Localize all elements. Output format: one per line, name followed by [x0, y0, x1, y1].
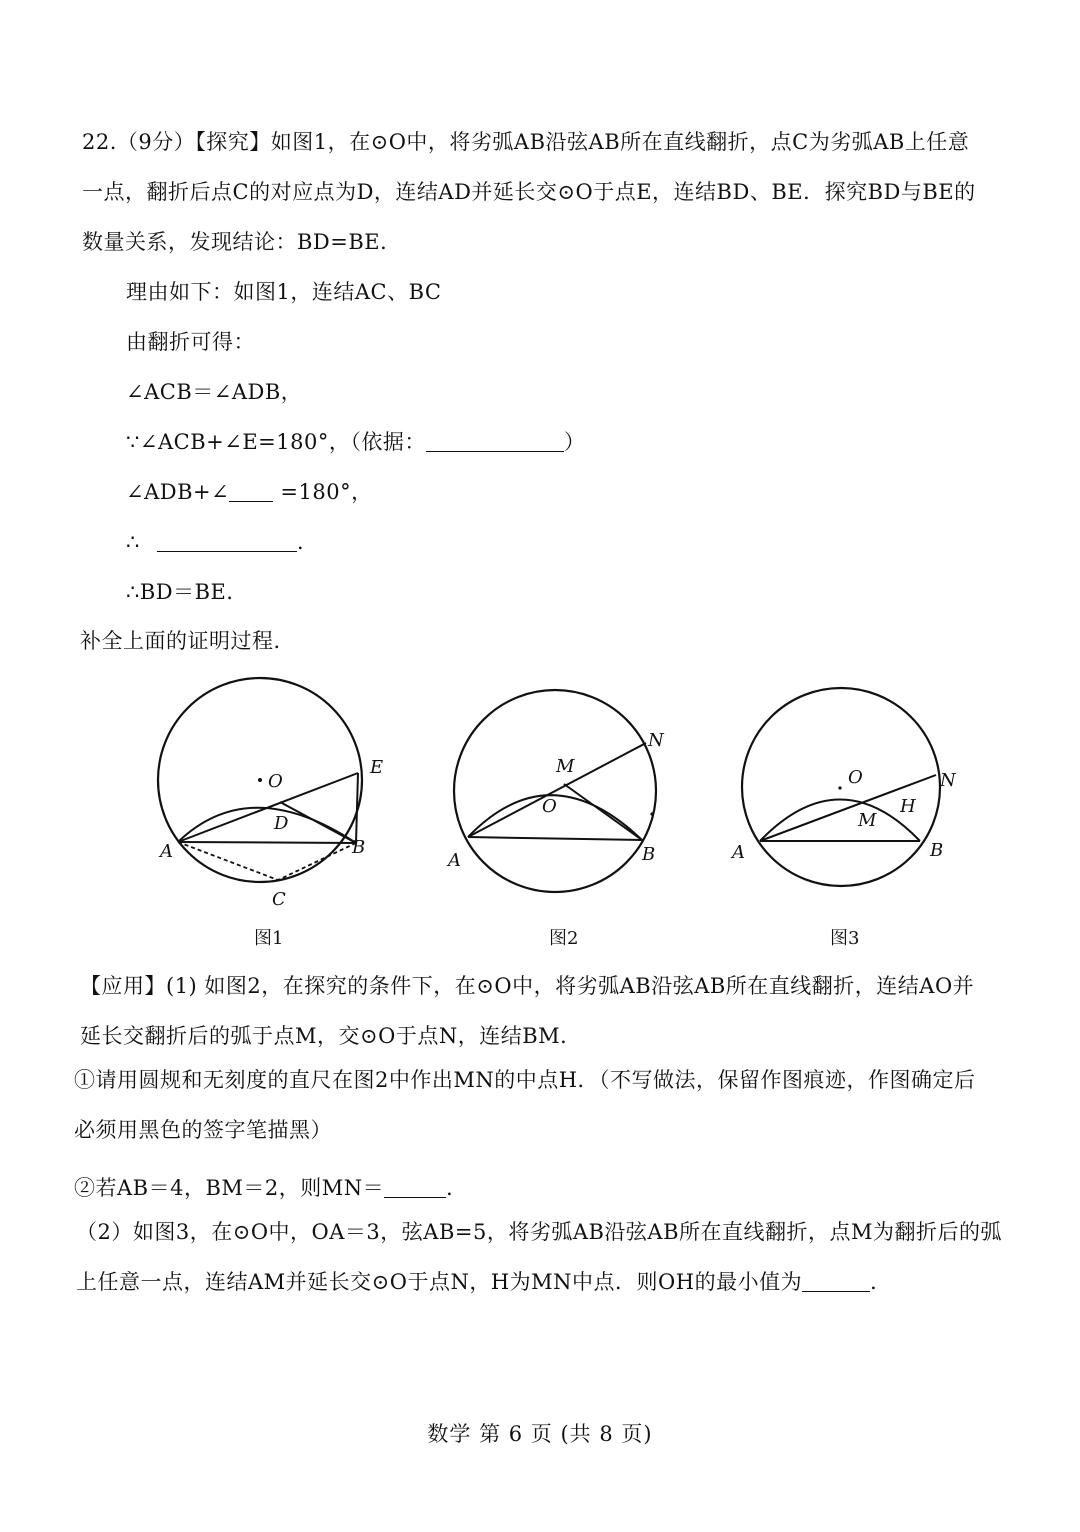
- fig1-label-E: E: [370, 757, 384, 778]
- problem-line-2: 一点，翻折后点C的对应点为D，连结AD并延长交⊙O于点E，连结BD、BE．探究BD与BE的: [82, 180, 976, 204]
- part-2-line-2: [76, 1268, 892, 1296]
- angle-blank[interactable]: [229, 481, 273, 502]
- figure-1: [150, 675, 390, 919]
- conclusion-blank[interactable]: [157, 531, 297, 552]
- figure-1-caption: 图1: [254, 928, 284, 949]
- figure-3-caption: 图3: [830, 928, 860, 949]
- question-2-text: ②若AB＝4，BM＝2，则MN＝: [74, 1176, 385, 1200]
- fig3-label-M: M: [858, 810, 877, 831]
- application-line-1: 【应用】(1) 如图2，在探究的条件下，在⊙O中，将劣弧AB沿弦AB所在直线翻折，连结AO并: [80, 974, 975, 998]
- part-2-line-1: （2）如图3，在⊙O中，OA＝3，弦AB=5，将劣弧AB沿弦AB所在直线翻折，点M为翻折后的弧: [76, 1220, 1003, 1244]
- fig3-label-H: H: [900, 796, 916, 817]
- problem-line-1: 22.（9分）【探究】如图1，在⊙O中，将劣弧AB沿弦AB所在直线翻折，点C为劣弧AB上任意: [82, 130, 970, 154]
- complete-instruction: 补全上面的证明过程．: [80, 629, 295, 653]
- part-2-line-2-end: ．: [870, 1270, 892, 1294]
- fig2-label-A: A: [448, 850, 461, 871]
- fig1-label-D: D: [274, 813, 289, 834]
- fig1-label-C: C: [272, 889, 286, 910]
- problem-line-3: 数量关系，发现结论：BD=BE．: [82, 230, 402, 254]
- figure-3: [730, 680, 970, 924]
- proof-step-4: [126, 528, 319, 556]
- proof-step-2-close: ）: [563, 430, 586, 454]
- question-2-end: ．: [446, 1176, 468, 1200]
- basis-blank[interactable]: [426, 431, 564, 452]
- figure-2: [440, 680, 680, 924]
- proof-step-4-text: ∴: [126, 530, 148, 554]
- mn-blank[interactable]: [384, 1177, 446, 1198]
- fig2-label-N: N: [648, 730, 664, 751]
- fig3-label-A: A: [732, 842, 745, 863]
- proof-step-2: [126, 428, 585, 456]
- fig1-label-O: O: [268, 771, 283, 792]
- proof-step-2-text: ∵∠ACB+∠E=180°，（依据：: [126, 430, 426, 454]
- figure-2-caption: 图2: [549, 928, 579, 949]
- fig1-label-A: A: [160, 841, 173, 862]
- page-footer: 数学 第 6 页 (共 8 页): [427, 1422, 653, 1446]
- fig3-label-N: N: [940, 770, 956, 791]
- fold-line: 由翻折可得：: [126, 330, 255, 354]
- fig3-label-B: B: [930, 840, 944, 861]
- part-2-line-2-text: 上任意一点，连结AM并延长交⊙O于点N，H为MN中点．则OH的最小值为: [76, 1270, 803, 1294]
- fig2-label-O: O: [542, 796, 557, 817]
- reason-line: 理由如下：如图1，连结AC、BC: [126, 280, 442, 304]
- proof-step-3-end: =180°，: [273, 480, 373, 504]
- proof-step-5: ∴BD＝BE．: [126, 580, 248, 604]
- proof-step-4-end: ．: [297, 530, 319, 554]
- question-2: [74, 1174, 468, 1202]
- application-line-2: 延长交翻折后的弧于点M，交⊙O于点N，连结BM．: [80, 1024, 582, 1048]
- fig1-label-B: B: [352, 837, 366, 858]
- oh-min-blank[interactable]: [802, 1271, 870, 1292]
- proof-step-3: [126, 478, 373, 506]
- proof-step-3-text: ∠ADB+∠: [126, 480, 230, 504]
- fig2-label-M: M: [556, 756, 575, 777]
- question-1-line-1: ①请用圆规和无刻度的直尺在图2中作出MN的中点H．（不写做法，保留作图痕迹，作图确定后: [74, 1068, 976, 1092]
- question-1-line-2: 必须用黑色的签字笔描黑）: [74, 1118, 332, 1142]
- fig2-label-B: B: [642, 844, 656, 865]
- proof-step-1: ∠ACB＝∠ADB，: [126, 380, 303, 404]
- fig3-label-O: O: [848, 767, 863, 788]
